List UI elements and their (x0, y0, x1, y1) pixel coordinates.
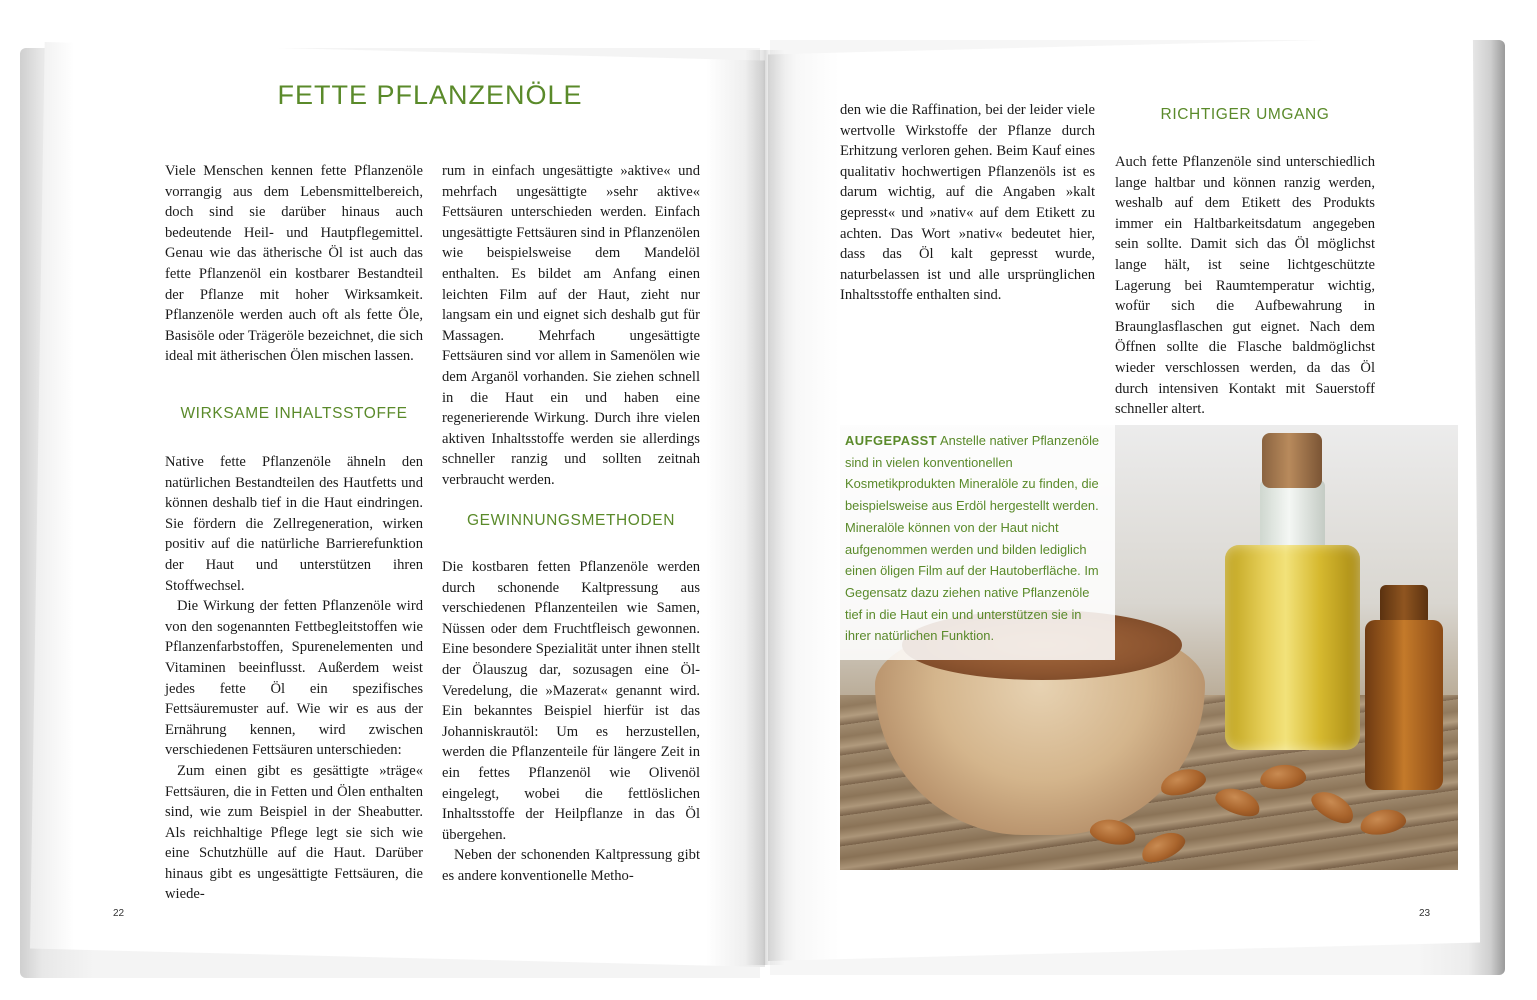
right-column-1 (840, 100, 1095, 306)
paragraph-fettsaeuren: Zum einen gibt es gesättigte »träge« Fettsäuren, die in Fetten und Ölen enthalten sind, wie zum Beispiel in der Sheabutter. Als reichhaltige Pflege legt sie sich wie eine Schutzhülle auf die Haut. Darüber hinaus gibt es ungesättigte Fettsäuren, die wiede- (165, 762, 423, 903)
paragraph-fettbegleitstoffe: Die Wirkung der fetten Pflanzenöle wird von den sogenannten Fettbegleitstoffen wie Pflanzenfarbstoffen, Spurenelementen und Vitaminen beeinflusst. Außerdem weist jedes fette Öl ein spezifisches Fettsäuremuster auf. Wie wir es aus der Ernährung kennen, wird zwischen verschiedenen Fettsäuren unterschieden: (165, 598, 423, 759)
page-number-right: 23 (1419, 908, 1431, 919)
subhead-gewinnungsmethoden: GEWINNUNGSMETHODEN (467, 512, 675, 529)
left-column-1 (165, 161, 423, 367)
info-box-aufgepasst (845, 430, 1107, 647)
bottle-neck (1260, 480, 1325, 555)
paragraph-kaltpressung: Die kostbaren fetten Pflanzenöle werden durch schonende Kaltpressung aus verschiedenen Pflanzenteilen wie Samen, Nüssen oder dem Fruchtfleisch gewonnen. Eine besondere Spezialität unter ihnen stellt der Ölauszug dar, sozusagen eine Öl-Veredelung, die »Mazerat« genannt wird. Ein bekanntes Beispiel hierfür ist das Johanniskrautöl: Um es herzustellen, werden die Pflanzenteile für längere Zeit in ein fettes Pflanzenöl wie Olivenöl eingelegt, wobei die fettlöslichen Inhaltsstoffe der Heilpflanze in das Öl übergehen. (442, 559, 700, 843)
left-column-2 (442, 161, 700, 491)
paragraph-raffination: den wie die Raffination, bei der leider viele wertvolle Wirkstoffe der Pflanze durch Erhitzung verloren gehen. Beim Kauf eines qualitativ hochwertigen Pflanzenöls ist es darum wichtig, auf die Angaben »kalt gepresst« und »nativ« auf dem Etikett zu achten. Das Wort »nativ« bedeutet hier, dass das Öl kalt gepresst wurde, naturbelassen ist und alle ursprünglichen Inhaltsstoffe enthalten sind. (840, 102, 1095, 304)
info-text: Anstelle nativer Pflanzenöle sind in vielen konventionellen Kosmetikprodukten Mineralöle zu finden, die beispielsweise aus Erdöl hergestellt werden. Mineralöle können von der Haut nicht aufgenommen werden und bilden lediglich einen öligen Film auf der Hautoberfläche. Im Gegensatz dazu ziehen native Pflanzenöle tief in die Haut ein und unterstützen sie in ihrer natürlichen Funktion. (845, 433, 1100, 644)
amber-vial (1365, 620, 1443, 790)
book-gutter (745, 50, 785, 965)
oil-bottle (1225, 545, 1360, 750)
vial-cap (1380, 585, 1428, 625)
paragraph-haltbarkeit: Auch fette Pflanzenöle sind unterschiedlich lange haltbar und können ranzig werden, weshalb auf dem Etikett des Produkts immer ein Haltbarkeitsdatum angegeben sein sollte. Damit sich das Öl möglichst lange hält, ist seine lichtgeschützte Lagerung bei Raumtemperatur wichtig, wofür sich die Aufbewahrung in Braunglasflaschen gut eignet. Nach dem Öffnen sollte die Flasche baldmöglichst wieder verschlossen werden, da das Öl durch intensiven Kontakt mit Sauerstoff schneller altert. (1115, 154, 1375, 418)
paragraph-ungesaettigt: rum in einfach ungesättigte »aktive« und mehrfach ungesättigte »sehr aktive« Fettsäuren unterschieden werden. Einfach ungesättigte Fettsäuren sind in Pflanzenölen wie beispielsweise dem Mandelöl enthalten. Es bildet am Anfang einen leichten Film auf der Haut, zieht nur langsam ein und eignet sich deshalb gut für Massagen. Mehrfach ungesättigte Fettsäuren sind vor allem in Samenölen wie dem Arganöl vorhanden. Sie ziehen schnell in die Haut ein und haben eine regenerierende Wirkung. Durch ihre vielen aktiven Inhaltsstoffe werden sie allerdings schneller ranzig und sollten zeitnah verbraucht werden. (442, 163, 700, 488)
subhead-richtiger-umgang: RICHTIGER UMGANG (1160, 106, 1330, 123)
right-column-2 (1115, 152, 1375, 420)
paragraph-native-oils: Native fette Pflanzenöle ähneln den natürlichen Bestandteilen des Hautfetts und können deshalb tief in die Haut eindringen. Sie fördern die Zellregeneration, wirken positiv auf die natürliche Barrierefunktion der Haut und unterstützen ihren Stoffwechsel. (165, 454, 423, 594)
subhead-wirksame-inhaltsstoffe: WIRKSAME INHALTSSTOFFE (180, 405, 408, 422)
paragraph-methoden: Neben der schonenden Kaltpressung gibt es andere konventionelle Metho- (442, 847, 700, 884)
info-label: AUFGEPASST (845, 433, 938, 448)
left-column-1-lower (165, 452, 423, 905)
paragraph-intro: Viele Menschen kennen fette Pflanzenöle vorrangig aus dem Lebensmittelbereich, doch sind sie darüber hinaus auch bedeutende Heil- und Hautpflegemittel. Genau wie das ätherische Öl ist auch das fette Pflanzenöl ein kostbarer Bestandteil der Pflanze mit hoher Wirksamkeit. Pflanzenöle werden auch oft als fette Öle, Basisöle oder Trägeröle bezeichnet, die sich ideal mit ätherischen Ölen mischen lassen. (165, 163, 423, 365)
page-number-left: 22 (113, 908, 125, 919)
left-column-2-lower (442, 557, 700, 887)
page-title: FETTE PFLANZENÖLE (277, 80, 583, 110)
cork-stopper (1262, 433, 1322, 488)
